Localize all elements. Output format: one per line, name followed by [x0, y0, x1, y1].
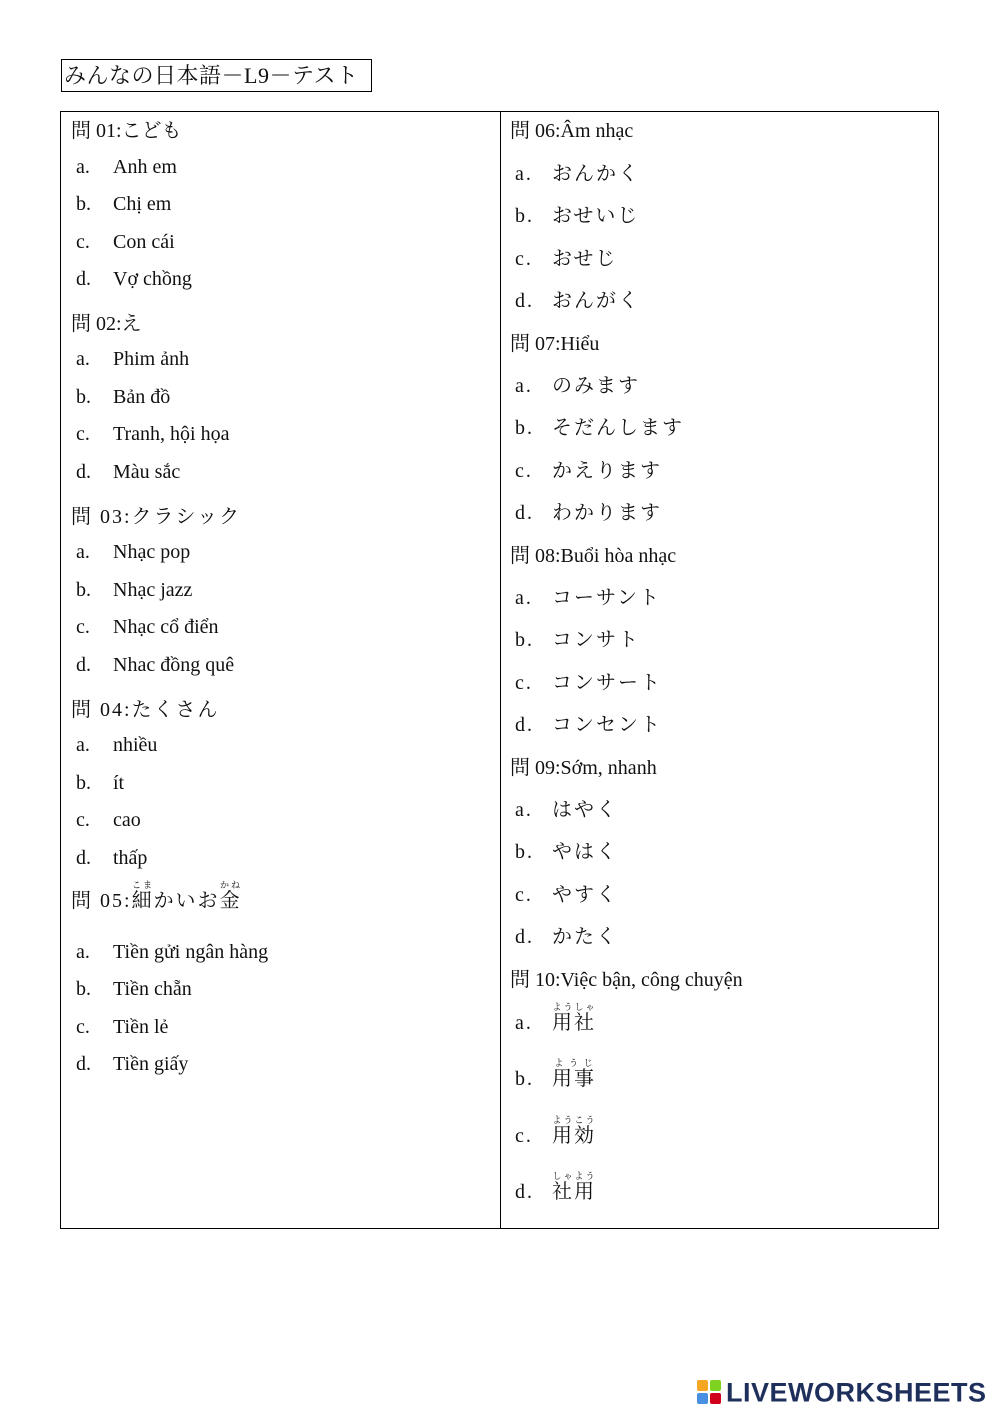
q05-option-a[interactable]: a. Tiền gửi ngân hàng: [76, 941, 269, 963]
q02-option-a[interactable]: a. Phim ảnh: [76, 348, 190, 370]
column-divider: [500, 112, 501, 1228]
q01-option-b[interactable]: b. Chị em: [76, 193, 172, 215]
question-07: 問 07:Hiểu: [510, 333, 600, 355]
q01-option-a[interactable]: a. Anh em: [76, 156, 177, 178]
q06-option-c[interactable]: c. おせじ: [515, 248, 618, 270]
q08-option-c[interactable]: c. コンサート: [515, 672, 662, 694]
question-06: 問 06:Âm nhạc: [510, 120, 634, 142]
liveworksheets-logo: [697, 1376, 987, 1410]
q02-option-d[interactable]: d. Màu sắc: [76, 461, 181, 483]
q10-option-c[interactable]: c. 用効ようこう: [515, 1115, 596, 1147]
q03-option-b[interactable]: b. Nhạc jazz: [76, 579, 193, 601]
question-01: 問 01:こども: [71, 120, 182, 142]
q07-option-b[interactable]: b. そだんします: [515, 417, 684, 439]
question-04: 問 04:たくさん: [71, 699, 220, 721]
q05-option-d[interactable]: d. Tiền giấy: [76, 1053, 189, 1075]
q02-option-b[interactable]: b. Bản đồ: [76, 386, 171, 408]
q04-option-b[interactable]: b. ít: [76, 772, 125, 794]
question-05: 問 05:細こまかいお金かね: [71, 880, 242, 912]
q10-option-a[interactable]: a. 用社ようしゃ: [515, 1002, 596, 1034]
q04-option-c[interactable]: c. cao: [76, 809, 141, 831]
q01-option-d[interactable]: d. Vợ chồng: [76, 268, 192, 290]
question-10: 問 10:Việc bận, công chuyện: [510, 969, 743, 991]
q02-option-c[interactable]: c. Tranh, hội họa: [76, 423, 230, 445]
q08-option-a[interactable]: a. コーサント: [515, 587, 661, 609]
q09-option-b[interactable]: b. やはく: [515, 841, 618, 863]
q07-option-a[interactable]: a. のみます: [515, 375, 640, 397]
q04-option-d[interactable]: d. thấp: [76, 847, 148, 869]
question-08: 問 08:Buổi hòa nhạc: [510, 545, 677, 567]
question-02: 問 02:え: [71, 313, 142, 335]
worksheet-title: みんなの日本語－L9－テスト: [61, 59, 372, 92]
q08-option-d[interactable]: d. コンセント: [515, 714, 662, 736]
q01-option-c[interactable]: c. Con cái: [76, 231, 175, 253]
q03-option-a[interactable]: a. Nhạc pop: [76, 541, 191, 563]
q09-option-d[interactable]: d. かたく: [515, 926, 618, 948]
question-09: 問 09:Sớm, nhanh: [510, 757, 657, 779]
q10-option-b[interactable]: b. 用事ようじ: [515, 1058, 596, 1090]
liveworksheets-logo-text: LIVEWORKSHEETS: [726, 1377, 987, 1408]
q05-option-b[interactable]: b. Tiền chẵn: [76, 978, 192, 1000]
q03-option-d[interactable]: d. Nhac đồng quê: [76, 654, 235, 676]
q06-option-b[interactable]: b. おせいじ: [515, 205, 640, 227]
q07-option-d[interactable]: d. わかります: [515, 502, 662, 524]
q07-option-c[interactable]: c. かえります: [515, 460, 662, 482]
liveworksheets-logo-icon: [697, 1380, 723, 1406]
q05-kanji-2: 金かね: [219, 880, 242, 912]
q06-option-d[interactable]: d. おんがく: [515, 290, 640, 312]
question-table: [60, 111, 939, 1229]
q06-option-a[interactable]: a. おんかく: [515, 163, 640, 185]
q03-option-c[interactable]: c. Nhạc cổ điển: [76, 616, 219, 638]
q10-option-d[interactable]: d. 社用しゃよう: [515, 1171, 596, 1203]
q09-option-a[interactable]: a. はやく: [515, 799, 618, 821]
q05-kanji-1: 細こま: [131, 880, 154, 912]
q08-option-b[interactable]: b. コンサト: [515, 629, 640, 651]
question-03: 問 03:クラシック: [71, 506, 242, 528]
q04-option-a[interactable]: a. nhiều: [76, 734, 158, 756]
q09-option-c[interactable]: c. やすく: [515, 884, 618, 906]
q05-option-c[interactable]: c. Tiền lẻ: [76, 1016, 169, 1038]
